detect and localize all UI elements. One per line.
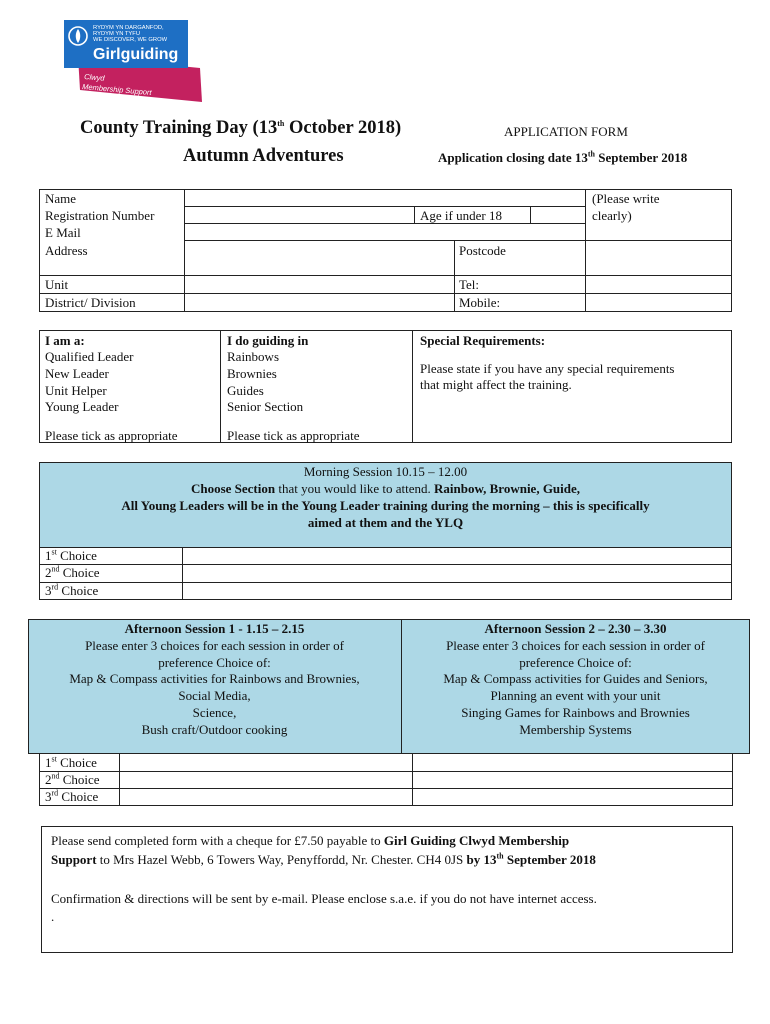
role-new-leader[interactable]: New Leader: [45, 366, 109, 381]
afternoon2-line: Membership Systems: [519, 722, 632, 737]
mobile-field[interactable]: [587, 294, 731, 311]
afternoon1-line: Please enter 3 choices for each session in order of: [85, 638, 344, 653]
trailing-dot: .: [51, 909, 55, 924]
tel-label: Tel:: [459, 277, 480, 292]
girlguiding-logo: [60, 16, 208, 104]
role-tick-note: Please tick as appropriate: [45, 428, 178, 443]
confirmation-note: Confirmation & directions will be sent by e-mail. Please enclose s.a.e. if you do not have internet access.: [51, 891, 597, 906]
name-label: Name: [45, 191, 77, 206]
tel-field[interactable]: [587, 276, 731, 292]
morning-choice-1-label: 1st Choice: [45, 547, 97, 563]
district-label: District/ Division: [45, 295, 136, 310]
unit-label: Unit: [45, 277, 69, 292]
application-form-label: APPLICATION FORM: [504, 124, 628, 139]
logo-line1: RYDYM YN DARGANFOD,: [93, 25, 164, 31]
special-text-2: that might affect the training.: [420, 377, 572, 392]
section-guides[interactable]: Guides: [227, 383, 264, 398]
afternoon2-line: Map & Compass activities for Guides and Seniors,: [443, 671, 708, 686]
logo-sub2: Membership Support: [81, 82, 152, 98]
mobile-label: Mobile:: [459, 295, 501, 310]
morning-choice-1-field[interactable]: [184, 548, 731, 563]
send-instructions: Please send completed form with a cheque for £7.50 payable to Girl Guiding Clwyd Membership Support to Mrs Hazel Webb, 6 Towers Way, Penyffordd, Nr. Chester. CH4 0JS by 13th September 2018: [51, 833, 596, 867]
logo-line3: WE DISCOVER, WE GROW: [93, 37, 168, 43]
page-subtitle: Autumn Adventures: [183, 146, 344, 166]
special-text-1: Please state if you have any special requirements: [420, 361, 675, 376]
postcode-label: Postcode: [459, 243, 506, 258]
email-label: E Mail: [45, 225, 81, 240]
section-brownies[interactable]: Brownies: [227, 366, 277, 381]
afternoon-choice-3-label: 3rd Choice: [45, 788, 99, 804]
afternoon-choice-2-label: 2nd Choice: [45, 771, 100, 787]
afternoon-choice-1-label: 1st Choice: [45, 754, 97, 770]
age-label: Age if under 18: [420, 208, 502, 223]
section-rainbows[interactable]: Rainbows: [227, 349, 279, 364]
afternoon1-line: Social Media,: [178, 688, 251, 703]
age-field[interactable]: [532, 207, 584, 222]
logo-sub1: Clwyd: [83, 72, 105, 83]
morning-yl-note-2: aimed at them and the YLQ: [307, 515, 464, 530]
morning-choice-3-field[interactable]: [184, 583, 731, 599]
logo-brand: Girlguiding: [93, 46, 179, 63]
address-label: Address: [45, 243, 88, 258]
name-field[interactable]: [186, 190, 584, 205]
page-title: County Training Day (13th October 2018): [80, 118, 402, 138]
postcode-field[interactable]: [587, 241, 731, 274]
afternoon1-line: Bush craft/Outdoor cooking: [141, 722, 288, 737]
morning-choice-3-label: 3rd Choice: [45, 582, 99, 598]
section-senior[interactable]: Senior Section: [227, 399, 304, 414]
write-clearly-note-2: clearly): [592, 208, 632, 223]
session1-choice-2-field[interactable]: [121, 772, 411, 787]
afternoon1-line: preference Choice of:: [158, 655, 271, 670]
session1-choice-1-field[interactable]: [121, 754, 411, 770]
afternoon2-line: Please enter 3 choices for each session in order of: [446, 638, 705, 653]
registration-field[interactable]: [186, 207, 413, 222]
afternoon2-line: preference Choice of:: [519, 655, 632, 670]
morning-instruction: Choose Section that you would like to attend. Rainbow, Brownie, Guide,: [190, 481, 581, 496]
district-field[interactable]: [186, 294, 453, 311]
afternoon2-line: Singing Games for Rainbows and Brownies: [461, 705, 690, 720]
morning-yl-note: All Young Leaders will be in the Young Leader training during the morning – this is specifically: [121, 498, 650, 513]
closing-date: Application closing date 13th September 2018: [438, 149, 688, 165]
role-qualified-leader[interactable]: Qualified Leader: [45, 349, 134, 364]
afternoon2-line: Planning an event with your unit: [490, 688, 661, 703]
special-requirements-field[interactable]: [414, 395, 730, 441]
afternoon2-heading: Afternoon Session 2 – 2.30 – 3.30: [484, 621, 667, 636]
morning-time: Morning Session 10.15 – 12.00: [303, 464, 468, 479]
afternoon1-line: Science,: [192, 705, 237, 720]
logo-line2: RYDYM YN TYFU: [93, 31, 141, 37]
role-heading: I am a:: [45, 333, 85, 348]
session2-choice-3-field[interactable]: [414, 789, 732, 805]
section-heading: I do guiding in: [227, 333, 309, 348]
session2-choice-2-field[interactable]: [414, 772, 732, 787]
section-tick-note: Please tick as appropriate: [227, 428, 360, 443]
afternoon1-heading: Afternoon Session 1 - 1.15 – 2.15: [124, 621, 305, 636]
morning-choice-2-label: 2nd Choice: [45, 564, 100, 580]
role-young-leader[interactable]: Young Leader: [45, 399, 119, 414]
unit-field[interactable]: [186, 276, 453, 292]
morning-choice-2-field[interactable]: [184, 565, 731, 581]
address-field[interactable]: [186, 241, 453, 274]
role-unit-helper[interactable]: Unit Helper: [45, 383, 107, 398]
special-heading: Special Requirements:: [420, 333, 546, 348]
registration-label: Registration Number: [45, 208, 155, 223]
session1-choice-3-field[interactable]: [121, 789, 411, 805]
afternoon1-line: Map & Compass activities for Rainbows and Brownies,: [69, 671, 360, 686]
session2-choice-1-field[interactable]: [414, 754, 732, 770]
email-field[interactable]: [186, 224, 584, 239]
write-clearly-note: (Please write: [592, 191, 660, 206]
